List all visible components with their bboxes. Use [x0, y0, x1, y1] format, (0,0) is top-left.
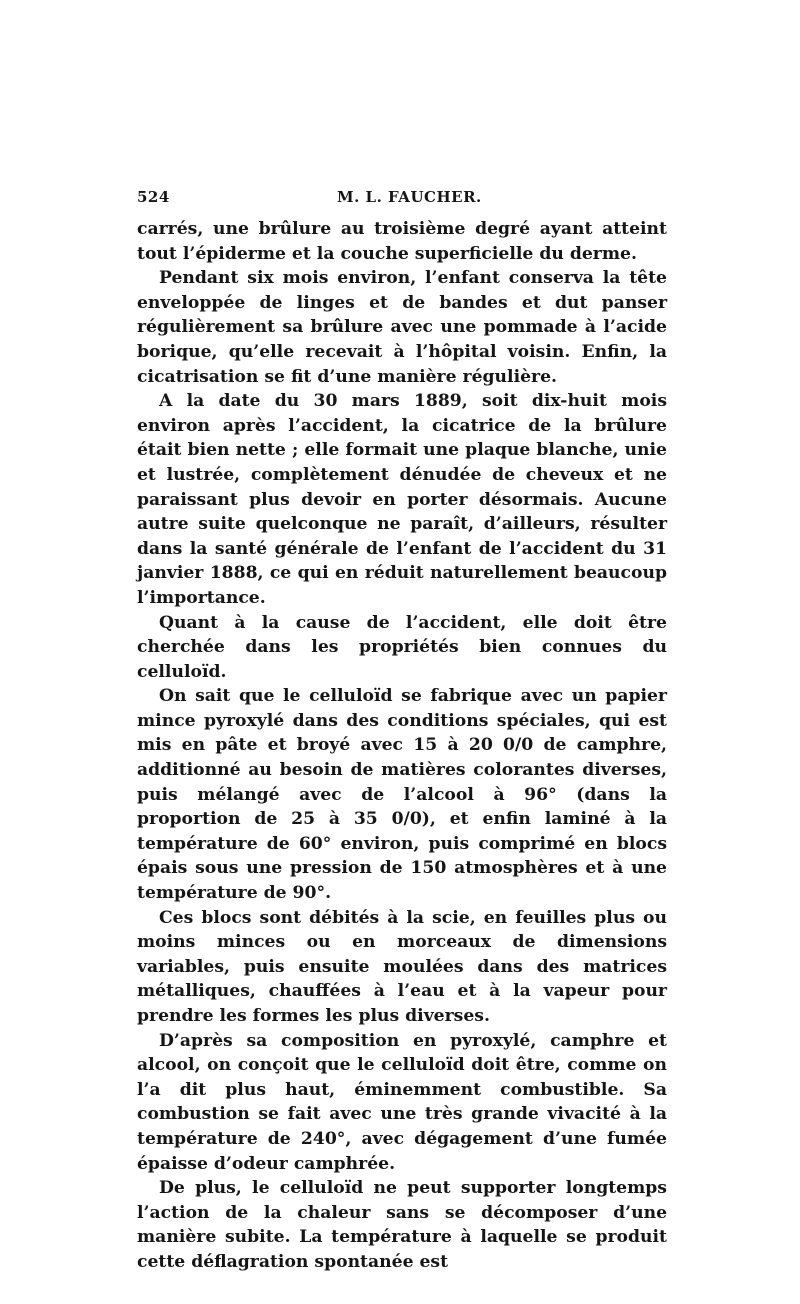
paragraph-2: Pendant six mois environ, l’enfant conserva la tête enveloppée de linges et de bandes et dut panser régulièrement sa brûlure avec une pommade à l’acide borique, qu’elle recevait à l’hôpital voisin. Enfin, la cicatrisation se fit d’une manière régulière.: [137, 268, 667, 387]
paragraph-3: A la date du 30 mars 1889, soit dix-huit mois environ après l’accident, la cicatrice de la brûlure était bien nette ; elle formait une plaque blanche, unie et lustrée, complètement dénudée de cheveux et ne paraissant plus devoir en porter désormais. Aucune autre suite quelconque ne paraît, d’ailleurs, résulter dans la santé générale de l’enfant de l’accident du 31 janvier 1888, ce qui en réduit naturellement beaucoup l’importance.: [137, 391, 667, 608]
page-number: 524: [137, 188, 170, 206]
paragraph-7: D’après sa composition en pyroxylé, camphre et alcool, on conçoit que le celluloïd doit être, comme on l’a dit plus haut, éminemment combustible. Sa combustion se fait avec une très grande vivacité à la température de 240°, avec dégagement d’une fumée épaisse d’odeur camphrée.: [137, 1030, 667, 1174]
running-title: M. L. FAUCHER.: [337, 188, 482, 206]
paragraph-8: De plus, le celluloïd ne peut supporter longtemps l’action de la chaleur sans se décomposer d’une manière subite. La température à laquelle se produit cette déflagration spontanée est: [137, 1178, 667, 1272]
paragraph-5: On sait que le celluloïd se fabrique avec un papier mince pyroxylé dans des conditions spéciales, qui est mis en pâte et broyé avec 15 à 20 0/0 de camphre, additionné au besoin de matières colorantes diverses, puis mélangé avec de l’alcool à 96° (dans la proportion de 25 à 35 0/0), et enfin laminé à la température de 60° environ, puis comprimé en blocs épais sous une pression de 150 atmosphères et à une température de 90°.: [137, 686, 667, 904]
paragraph-4: Quant à la cause de l’accident, elle doit être cherchée dans les propriétés bien connues du celluloïd.: [137, 612, 667, 682]
paragraph-1: carrés, une brûlure au troisième degré ayant atteint tout l’épiderme et la couche superficielle du derme.: [137, 219, 667, 264]
body-text: [137, 217, 667, 1275]
page-header: [137, 188, 667, 212]
paragraph-6: Ces blocs sont débités à la scie, en feuilles plus ou moins minces ou en morceaux de dimensions variables, puis ensuite moulées dans des matrices métalliques, chauffées à l’eau et à la vapeur pour prendre les formes les plus diverses.: [137, 907, 667, 1026]
